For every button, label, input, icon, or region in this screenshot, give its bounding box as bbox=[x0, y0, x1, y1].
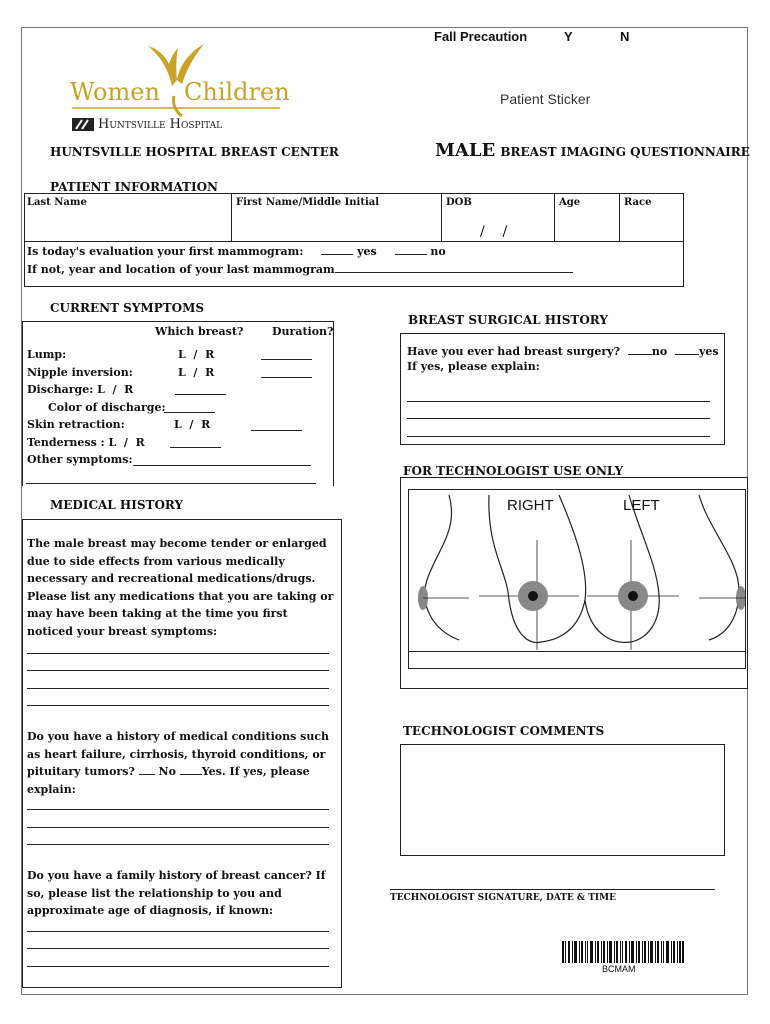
surgical-heading: BREAST SURGICAL HISTORY bbox=[408, 313, 608, 327]
technologist-use-heading: FOR TECHNOLOGIST USE ONLY bbox=[403, 464, 624, 478]
medications-line-1[interactable] bbox=[27, 653, 329, 654]
logo-hospital-name: Huntsville Hospital bbox=[98, 117, 223, 132]
discharge-color-blank[interactable] bbox=[164, 412, 215, 413]
logo-children: Children bbox=[184, 78, 290, 106]
form-title bbox=[435, 140, 750, 161]
technologist-comments-heading: TECHNOLOGIST COMMENTS bbox=[403, 724, 605, 738]
age-field[interactable]: Age bbox=[559, 197, 581, 208]
hospital-logo bbox=[64, 38, 294, 134]
family-history-line-3[interactable] bbox=[27, 966, 329, 967]
breast-center-name: HUNTSVILLE HOSPITAL BREAST CENTER bbox=[50, 145, 339, 159]
lump-label: Lump: bbox=[27, 348, 67, 361]
technologist-comments-box[interactable] bbox=[400, 744, 725, 856]
nipple-duration-blank[interactable] bbox=[261, 377, 312, 378]
surgery-no-blank[interactable] bbox=[628, 344, 652, 355]
first-mammogram-question: Is today's evaluation your first mammogram: yes no bbox=[27, 245, 446, 258]
signature-label: TECHNOLOGIST SIGNATURE, DATE & TIME bbox=[390, 893, 616, 903]
dob-slashes: / / bbox=[480, 224, 508, 240]
first-mammogram-no-blank[interactable] bbox=[395, 244, 427, 255]
conditions-line-1[interactable] bbox=[27, 809, 329, 810]
conditions-no-blank[interactable] bbox=[139, 764, 155, 775]
other-symptoms-blank[interactable] bbox=[133, 465, 311, 466]
right-label: RIGHT bbox=[507, 497, 554, 514]
patient-sticker-label: Patient Sticker bbox=[500, 91, 591, 107]
left-label: LEFT bbox=[623, 497, 660, 514]
surgery-explain-label: If yes, please explain: bbox=[407, 360, 540, 373]
lump-duration-blank[interactable] bbox=[261, 359, 312, 360]
logo-women: Women bbox=[70, 78, 160, 106]
fall-precaution-label: Fall Precaution bbox=[434, 29, 528, 44]
nipple-inversion-label: Nipple inversion: bbox=[27, 366, 133, 379]
fall-precaution-yes[interactable]: Y bbox=[564, 29, 573, 44]
discharge-color-label: Color of discharge: bbox=[48, 401, 166, 414]
barcode-icon bbox=[562, 941, 684, 963]
medications-question: The male breast may become tender or enlarged due to side effects from various medically necessary and recreational medications/drugs. Please list any medications that you are taking or may have been taking at the time you first noticed your breast symptoms: bbox=[27, 537, 334, 638]
first-name-field[interactable]: First Name/Middle Initial bbox=[236, 197, 380, 208]
diagram-divider bbox=[408, 651, 746, 652]
skin-retraction-side[interactable]: L / R bbox=[174, 418, 211, 431]
medications-line-3[interactable] bbox=[27, 688, 329, 689]
family-history-line-1[interactable] bbox=[27, 931, 329, 932]
conditions-line-2[interactable] bbox=[27, 827, 329, 828]
tenderness-duration-blank[interactable] bbox=[170, 447, 221, 448]
nipple-inversion-side[interactable]: L / R bbox=[178, 366, 215, 379]
skin-retraction-label: Skin retraction: bbox=[27, 418, 125, 431]
breast-diagram-icon bbox=[409, 490, 745, 668]
which-breast-header: Which breast? bbox=[155, 325, 244, 338]
skin-duration-blank[interactable] bbox=[251, 430, 302, 431]
last-mammogram-blank[interactable] bbox=[335, 262, 573, 273]
family-history-question: Do you have a family history of breast cancer? If so, please list the relationship to you and approximate age of diagnosis, if known: bbox=[27, 869, 326, 917]
symptoms-heading: CURRENT SYMPTOMS bbox=[50, 301, 205, 315]
form-title-male: MALE bbox=[435, 140, 496, 161]
first-mammogram-yes-blank[interactable] bbox=[321, 244, 353, 255]
race-field[interactable]: Race bbox=[624, 197, 652, 208]
duration-header: Duration? bbox=[272, 325, 334, 338]
conditions-yes-blank[interactable] bbox=[180, 764, 202, 775]
medications-line-2[interactable] bbox=[27, 670, 329, 671]
other-symptoms-label: Other symptoms: bbox=[27, 453, 133, 466]
other-symptoms-blank-2[interactable] bbox=[26, 483, 316, 484]
signature-line[interactable] bbox=[390, 889, 715, 890]
barcode-text: BCMAM bbox=[602, 964, 636, 974]
medications-line-4[interactable] bbox=[27, 705, 329, 706]
conditions-line-3[interactable] bbox=[27, 844, 329, 845]
fall-precaution-no[interactable]: N bbox=[620, 29, 630, 44]
surgery-explain-line-1[interactable] bbox=[407, 401, 710, 402]
tenderness-label[interactable]: Tenderness : L / R bbox=[27, 436, 145, 449]
patient-info-heading: PATIENT INFORMATION bbox=[50, 180, 218, 194]
surgery-question: Have you ever had breast surgery? no yes bbox=[407, 345, 719, 358]
lump-side[interactable]: L / R bbox=[178, 348, 215, 361]
last-name-field[interactable]: Last Name bbox=[27, 197, 87, 208]
dob-field[interactable]: DOB bbox=[446, 197, 472, 208]
surgery-yes-blank[interactable] bbox=[675, 344, 699, 355]
last-mammogram-question: If not, year and location of your last mammogram bbox=[27, 262, 573, 276]
surgery-explain-line-3[interactable] bbox=[407, 436, 710, 437]
medical-history-heading: MEDICAL HISTORY bbox=[50, 498, 184, 512]
conditions-question: Do you have a history of medical conditions such as heart failure, cirrhosis, thyroid conditions, or pituitary tumors? No Yes. If yes, please explain: bbox=[27, 730, 330, 796]
breast-diagram-frame bbox=[408, 489, 746, 669]
discharge-duration-blank[interactable] bbox=[175, 394, 226, 395]
barcode bbox=[562, 941, 684, 963]
family-history-line-2[interactable] bbox=[27, 948, 329, 949]
form-title-rest: BREAST IMAGING QUESTIONNAIRE bbox=[500, 145, 750, 159]
discharge-label[interactable]: Discharge: L / R bbox=[27, 383, 134, 396]
patient-info-row-divider bbox=[24, 241, 684, 242]
surgery-explain-line-2[interactable] bbox=[407, 418, 710, 419]
